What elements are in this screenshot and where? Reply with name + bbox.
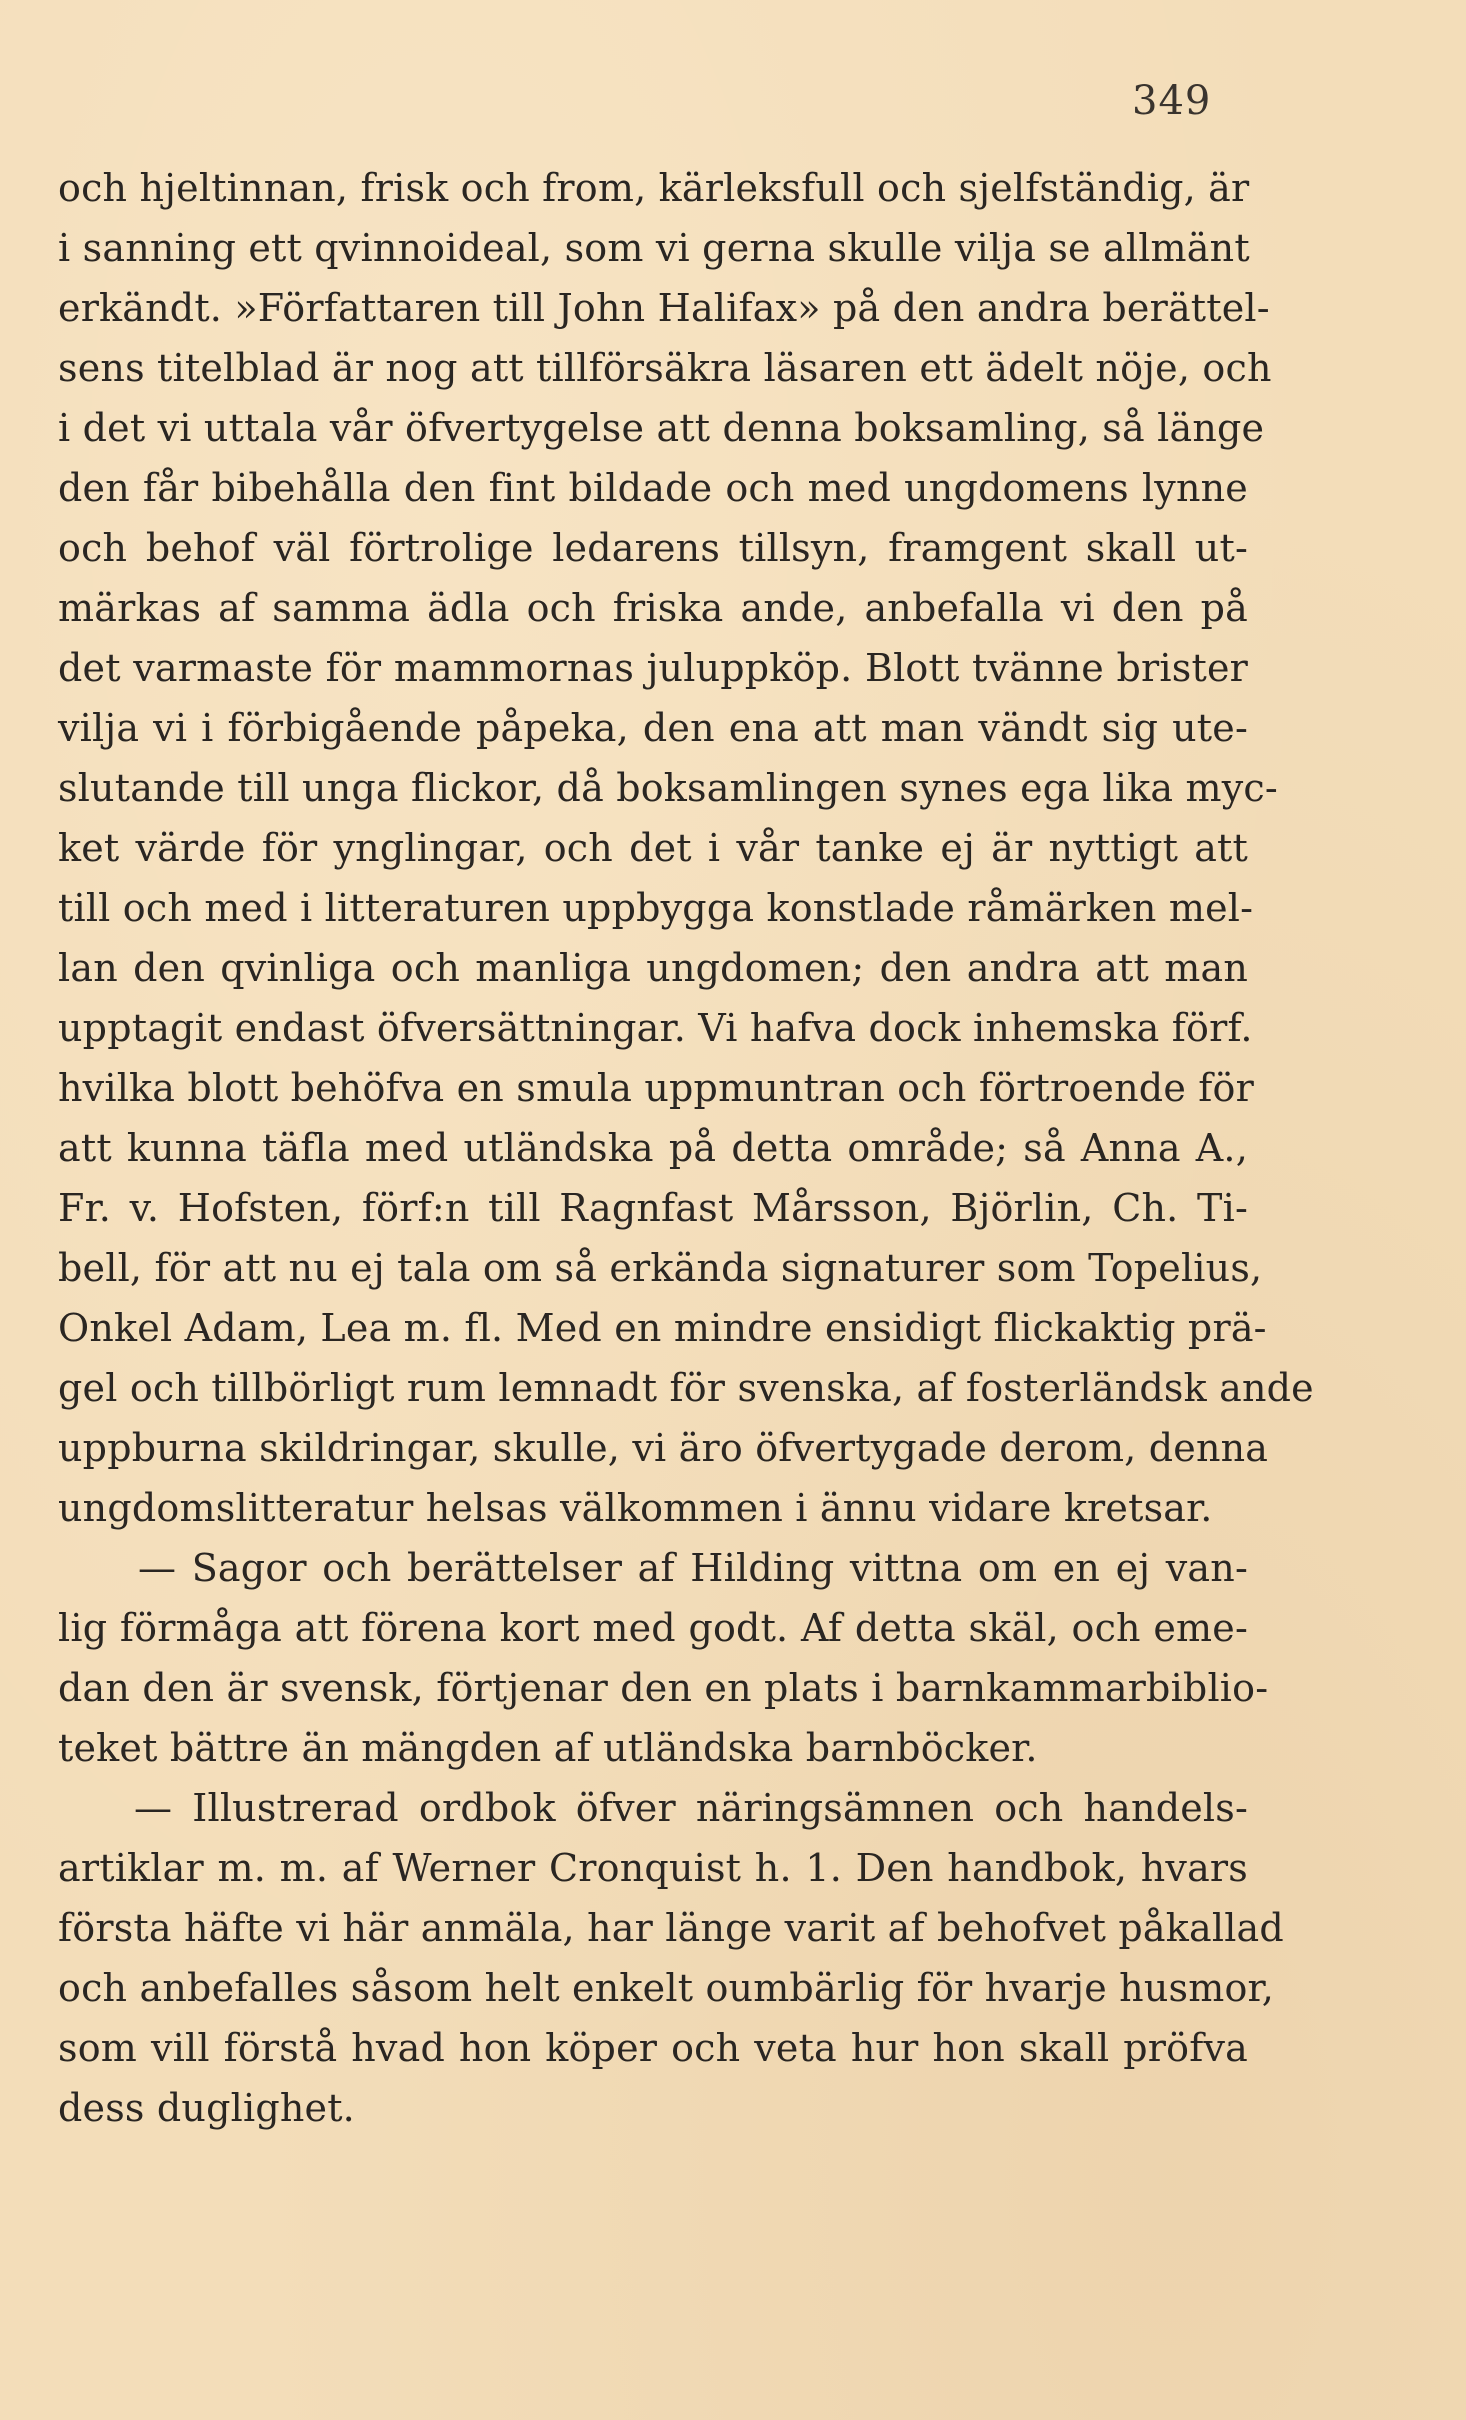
text-line: gel och tillbörligt rum lemnadt för svenska, af fosterländsk ande xyxy=(58,1366,1314,1410)
text-line: sens titelblad är nog att tillförsäkra läsaren ett ädelt nöje, och xyxy=(58,346,1272,390)
text-line: det varmaste för mammornas juluppköp. Blott tvänne brister xyxy=(58,646,1248,690)
text-line: den får bibehålla den fint bildade och med ungdomens lynne xyxy=(58,466,1248,510)
text-line: uppburna skildringar, skulle, vi äro öfvertygade derom, denna xyxy=(58,1426,1269,1470)
text-line: hvilka blott behöfva en smula uppmuntran och förtroende för xyxy=(58,1066,1254,1110)
text-line: första häfte vi här anmäla, har länge varit af behofvet påkallad xyxy=(58,1906,1284,1950)
text-line: Fr. v. Hofsten, förf:n till Ragnfast Mårsson, Björlin, Ch. Ti- xyxy=(58,1186,1248,1230)
text-line: Onkel Adam, Lea m. fl. Med en mindre ensidigt flickaktig prä- xyxy=(58,1306,1267,1350)
text-line: lig förmåga att förena kort med godt. Af detta skäl, och eme- xyxy=(58,1606,1248,1650)
text-line: vilja vi i förbigående påpeka, den ena att man vändt sig ute- xyxy=(58,706,1248,750)
body-text xyxy=(58,158,1314,2138)
text-line: dan den är svensk, förtjenar den en plats i barnkammarbiblio- xyxy=(58,1666,1269,1710)
text-line: till och med i litteraturen uppbygga konstlade råmärken mel- xyxy=(58,886,1254,930)
text-line: i sanning ett qvinnoideal, som vi gerna skulle vilja se allmänt xyxy=(58,226,1250,270)
text-line: upptagit endast öfversättningar. Vi hafva dock inhemska förf. xyxy=(58,1006,1253,1050)
text-line: och behof väl förtrolige ledarens tillsyn, framgent skall ut- xyxy=(58,526,1248,570)
text-line: — Sagor och berättelser af Hilding vittna om en ej van- xyxy=(138,1546,1248,1590)
text-line: ungdomslitteratur helsas välkommen i ännu vidare kretsar. xyxy=(58,1486,1213,1530)
text-line: bell, för att nu ej tala om så erkända signaturer som Topelius, xyxy=(58,1246,1263,1290)
text-line: erkändt. »Författaren till John Halifax» på den andra berättel- xyxy=(58,286,1270,330)
text-line: ket värde för ynglingar, och det i vår tanke ej är nyttigt att xyxy=(58,826,1248,870)
text-line: dess duglighet. xyxy=(58,2086,355,2130)
text-line: artiklar m. m. af Werner Cronquist h. 1. Den handbok, hvars xyxy=(58,1846,1248,1890)
text-line: märkas af samma ädla och friska ande, anbefalla vi den på xyxy=(58,586,1248,630)
text-line: teket bättre än mängden af utländska barnböcker. xyxy=(58,1726,1038,1770)
text-line: — Illustrerad ordbok öfver näringsämnen och handels- xyxy=(134,1786,1248,1830)
text-line: som vill förstå hvad hon köper och veta hur hon skall pröfva xyxy=(58,2026,1248,2070)
text-line: och anbefalles såsom helt enkelt oumbärlig för hvarje husmor, xyxy=(58,1966,1275,2010)
text-line: och hjeltinnan, frisk och from, kärleksfull och sjelfständig, är xyxy=(58,166,1250,210)
page-number: 349 xyxy=(1132,78,1212,124)
text-line: lan den qvinliga och manliga ungdomen; den andra att man xyxy=(58,946,1248,990)
text-line: i det vi uttala vår öfvertygelse att denna boksamling, så länge xyxy=(58,406,1265,450)
text-line: slutande till unga flickor, då boksamlingen synes ega lika myc- xyxy=(58,766,1278,810)
text-line: att kunna täfla med utländska på detta område; så Anna A., xyxy=(58,1126,1248,1170)
